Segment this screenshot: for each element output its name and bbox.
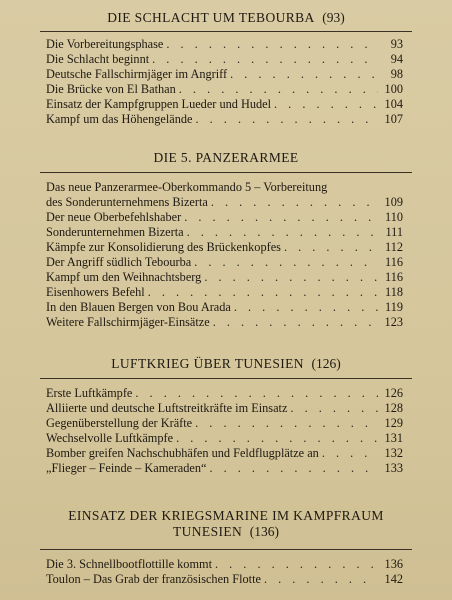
toc-entry[interactable] xyxy=(46,386,403,401)
section-title: DIE SCHLACHT UM TEBOURBA xyxy=(107,10,315,25)
toc-entry[interactable] xyxy=(46,97,403,112)
entry-page: 112 xyxy=(385,240,403,254)
leader-dots xyxy=(179,82,378,97)
toc-entry[interactable] xyxy=(46,67,403,82)
toc-entry[interactable] xyxy=(46,300,403,315)
leader-dots xyxy=(196,112,379,127)
entry-page: 131 xyxy=(384,431,403,445)
leader-dots xyxy=(322,446,378,461)
entry-page: 109 xyxy=(384,195,403,209)
section-title: DIE 5. PANZERARMEE xyxy=(153,150,299,165)
entry-title: Erste Luftkämpfe xyxy=(46,386,133,400)
entry-page: 116 xyxy=(385,255,403,269)
leader-dots xyxy=(290,401,378,416)
entry-list-tebourba xyxy=(46,37,403,127)
entry-page: 132 xyxy=(384,446,403,460)
leader-dots xyxy=(194,255,378,270)
toc-entry[interactable] xyxy=(46,255,403,270)
section-page: (126) xyxy=(311,356,341,371)
leader-dots xyxy=(152,52,378,67)
entry-page: 129 xyxy=(384,416,403,430)
entry-list-luftkrieg xyxy=(46,386,403,476)
toc-entry[interactable] xyxy=(46,557,403,572)
leader-dots xyxy=(234,300,378,315)
toc-entry[interactable] xyxy=(46,195,403,210)
entry-title: Die 3. Schnellbootflottille kommt xyxy=(46,557,212,571)
entry-title: Deutsche Fallschirmjäger im Angriff xyxy=(46,67,228,81)
entry-page: 107 xyxy=(384,112,403,126)
entry-title: Toulon – Das Grab der französischen Flotte xyxy=(46,572,261,586)
section-heading-kriegsmarine xyxy=(0,508,452,540)
entry-title: Bomber greifen Nachschubhäfen und Feldflugplätze an xyxy=(46,446,319,460)
toc-entry[interactable] xyxy=(46,37,403,52)
leader-dots xyxy=(213,315,378,330)
section-title: EINSATZ DER KRIEGSMARINE IM KAMPFRAUM xyxy=(68,508,384,523)
entry-page: 142 xyxy=(384,572,403,586)
entry-page: 104 xyxy=(384,97,403,111)
leader-dots xyxy=(209,461,378,476)
section-page: (93) xyxy=(322,10,345,25)
entry-title: Sonderunternehmen Bizerta xyxy=(46,225,184,239)
entry-page: 111 xyxy=(385,225,403,239)
leader-dots xyxy=(230,67,378,82)
entry-page: 123 xyxy=(384,315,403,329)
entry-title: Alliierte und deutsche Luftstreitkräfte im Einsatz xyxy=(46,401,288,415)
leader-dots xyxy=(215,557,378,572)
entry-page: 133 xyxy=(384,461,403,475)
toc-entry[interactable] xyxy=(46,240,403,255)
entry-title: Der neue Oberbefehlshaber xyxy=(46,210,182,224)
section-divider xyxy=(40,172,412,173)
toc-entry[interactable] xyxy=(46,112,403,127)
entry-title: „Flieger – Feinde – Kameraden“ xyxy=(46,461,207,475)
toc-entry[interactable] xyxy=(46,431,403,446)
toc-entry[interactable] xyxy=(46,52,403,67)
entry-page: 118 xyxy=(385,285,403,299)
entry-page: 126 xyxy=(384,386,403,400)
entry-list-kriegsmarine xyxy=(46,557,403,587)
section-heading-tebourba xyxy=(0,10,452,26)
toc-entry[interactable] xyxy=(46,446,403,461)
entry-title: Kämpfe zur Konsolidierung des Brückenkopfes xyxy=(46,240,281,254)
leader-dots xyxy=(211,195,378,210)
entry-page: 128 xyxy=(384,401,403,415)
leader-dots xyxy=(195,416,378,431)
section-title: LUFTKRIEG ÜBER TUNESIEN xyxy=(111,356,304,371)
entry-title: Die Schlacht beginnt xyxy=(46,52,150,66)
toc-entry[interactable] xyxy=(46,401,403,416)
leader-dots xyxy=(148,285,378,300)
section-divider xyxy=(40,378,412,379)
leader-dots xyxy=(284,240,378,255)
entry-page: 100 xyxy=(384,82,403,96)
leader-dots xyxy=(176,431,378,446)
entry-title: Das neue Panzerarmee-Oberkommando 5 – Vorbereitung xyxy=(46,180,328,194)
entry-list-panzerarmee xyxy=(46,180,403,330)
toc-entry[interactable] xyxy=(46,572,403,587)
leader-dots xyxy=(274,97,378,112)
entry-page: 110 xyxy=(385,210,403,224)
section-heading-luftkrieg xyxy=(0,356,452,372)
leader-dots xyxy=(187,225,378,240)
entry-title: Eisenhowers Befehl xyxy=(46,285,145,299)
entry-title: Einsatz der Kampfgruppen Lueder und Hudel xyxy=(46,97,272,111)
section-divider xyxy=(40,549,412,550)
entry-page: 136 xyxy=(384,557,403,571)
entry-title: Der Angriff südlich Tebourba xyxy=(46,255,192,269)
entry-page: 119 xyxy=(385,300,403,314)
entry-title: Die Vorbereitungsphase xyxy=(46,37,164,51)
entry-page: 93 xyxy=(390,37,403,51)
toc-entry[interactable] xyxy=(46,285,403,300)
toc-entry[interactable] xyxy=(46,210,403,225)
leader-dots xyxy=(204,270,378,285)
toc-entry[interactable] xyxy=(46,315,403,330)
toc-entry[interactable] xyxy=(46,82,403,97)
leader-dots xyxy=(184,210,378,225)
entry-title: In den Blauen Bergen von Bou Arada xyxy=(46,300,231,314)
entry-title: Weitere Fallschirmjäger-Einsätze xyxy=(46,315,210,329)
entry-title: Die Brücke von El Bathan xyxy=(46,82,176,96)
entry-page: 116 xyxy=(385,270,403,284)
entry-title: Kampf um das Höhengelände xyxy=(46,112,193,126)
section-divider xyxy=(40,31,412,32)
toc-entry[interactable] xyxy=(46,225,403,240)
entry-title: Gegenüberstellung der Kräfte xyxy=(46,416,193,430)
toc-entry[interactable] xyxy=(46,180,403,195)
leader-dots xyxy=(135,386,378,401)
toc-entry[interactable] xyxy=(46,461,403,476)
section-title-line2: TUNESIEN xyxy=(172,524,243,539)
toc-entry[interactable] xyxy=(46,416,403,431)
section-heading-panzerarmee xyxy=(0,150,452,166)
entry-title: Kampf um den Weihnachtsberg xyxy=(46,270,202,284)
section-page: (136) xyxy=(249,524,279,539)
entry-title: Wechselvolle Luftkämpfe xyxy=(46,431,174,445)
entry-title: des Sonderunternehmens Bizerta xyxy=(46,195,208,209)
entry-page: 94 xyxy=(390,52,403,66)
toc-entry[interactable] xyxy=(46,270,403,285)
leader-dots xyxy=(166,37,378,52)
entry-page: 98 xyxy=(390,67,403,81)
leader-dots xyxy=(264,572,378,587)
